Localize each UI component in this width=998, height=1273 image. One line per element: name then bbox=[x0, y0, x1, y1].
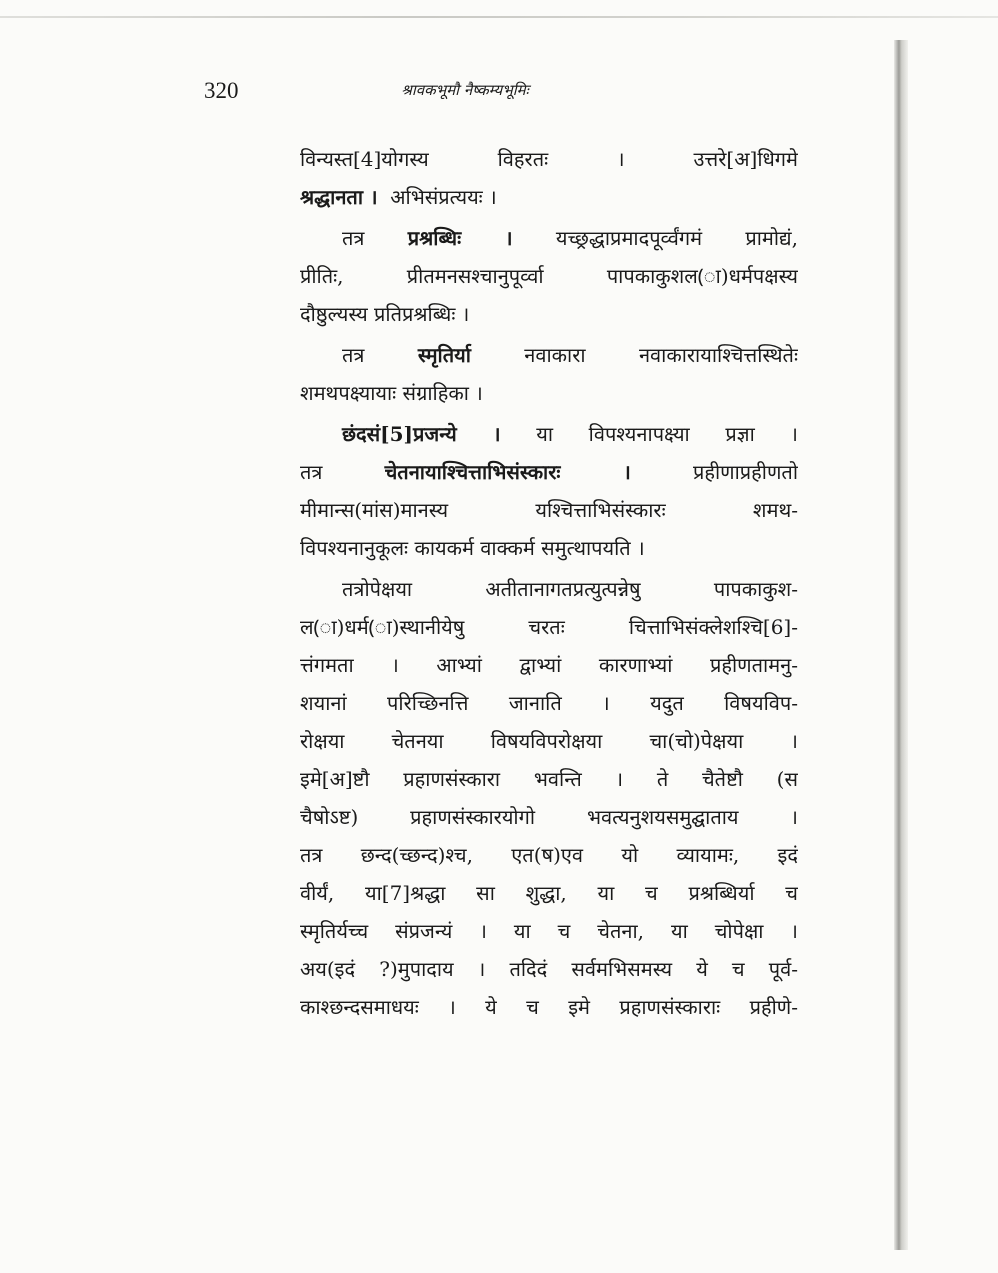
page-number: 320 bbox=[204, 78, 239, 103]
bold-term: चेतनायाश्चित्ताभिसंस्कारः । bbox=[384, 460, 631, 484]
text-line: स्मृतिर्यच्च संप्रजन्यं । या च चेतना, या चोपेक्षा । bbox=[300, 919, 798, 943]
bold-term: श्रद्धानता । bbox=[300, 185, 378, 209]
text-line: दौष्ठुल्यस्य प्रतिप्रश्रब्धिः । bbox=[300, 302, 470, 326]
paragraph bbox=[300, 140, 798, 216]
bold-term: छंदसं[5]प्रजन्ये । bbox=[342, 422, 501, 446]
text-line: तत्र छन्द(च्छन्द)श्च, एत(ष)एव यो व्यायामः, इदं bbox=[300, 843, 798, 867]
text-line: रोक्षया चेतनया विषयविपरोक्षया चा(चो)पेक्षया । bbox=[300, 729, 798, 753]
text-line: तत्र स्मृतिर्या नवाकारा नवाकारायाश्चित्तस्थितेः bbox=[342, 343, 798, 367]
text-line: मीमान्स(मांस)मानस्य यश्चित्ताभिसंस्कारः शमथ- bbox=[300, 498, 798, 522]
text-line: शमथपक्ष्यायाः संग्राहिका । bbox=[300, 381, 483, 405]
text-line: काश्छन्दसमाधयः । ये च इमे प्रहाणसंस्काराः प्रहीणे- bbox=[300, 995, 798, 1019]
running-head: श्रावकभूमौ नैष्कम्यभूमिः bbox=[401, 81, 529, 99]
paragraph bbox=[300, 570, 798, 1026]
paragraph bbox=[300, 219, 798, 333]
text-line: विपश्यनानुकूलः कायकर्म वाक्कर्म समुत्थापयति । bbox=[300, 536, 645, 560]
text-line: इमे[अ]ष्टौ प्रहाणसंस्कारा भवन्ति । ते चैतेष्टौ (स bbox=[300, 767, 798, 791]
text-line: तत्र प्रश्रब्धिः । यच्छ्रद्धाप्रमादपूर्व्वंगमं प्रामोद्यं, bbox=[342, 226, 798, 250]
text-line: त्तंगमता । आभ्यां द्वाभ्यां कारणाभ्यां प्रहीणतामनु- bbox=[300, 653, 798, 677]
text-line: शयानां परिच्छिनत्ति जानाति । यदुत विषयविप- bbox=[300, 691, 798, 715]
text-line: छंदसं[5]प्रजन्ये । या विपश्यनापक्ष्या प्रज्ञा । bbox=[342, 422, 798, 446]
text-line: विन्यस्त[4]योगस्य विहरतः । उत्तरे[अ]धिगमे bbox=[300, 147, 798, 171]
bold-term: स्मृतिर्या bbox=[417, 343, 471, 367]
text-line: अय(इदं ?)मुपादाय । तदिदं सर्वमभिसमस्य ये च पूर्व- bbox=[300, 957, 798, 981]
paragraph bbox=[300, 336, 798, 412]
body-text bbox=[300, 140, 798, 1026]
text-line: वीर्यं, या[7]श्रद्धा सा शुद्धा, या च प्रश्रब्धिर्या च bbox=[300, 881, 798, 905]
bold-term: प्रश्रब्धिः । bbox=[407, 226, 513, 250]
book-spine-shadow bbox=[894, 40, 908, 1250]
text-line: तत्रोपेक्षया अतीतानागतप्रत्युत्पन्नेषु पापकाकुश- bbox=[342, 577, 798, 601]
page-top-edge bbox=[0, 16, 998, 18]
text-line: चैषोऽष्ट) प्रहाणसंस्कारयोगो भवत्यनुशयसमुद्घाताय । bbox=[300, 805, 798, 829]
text-line: प्रीतिः, प्रीतमनसश्चानुपूर्व्वा पापकाकुशल(ा)धर्मपक्षस्य bbox=[300, 264, 798, 288]
text-line: श्रद्धानता । अभिसंप्रत्ययः । bbox=[300, 185, 497, 209]
paragraph bbox=[300, 415, 798, 567]
text-line: ल(ा)धर्म(ा)स्थानीयेषु चरतः चित्ताभिसंक्लेशश्चि[6]- bbox=[300, 615, 798, 639]
text-line: तत्र चेतनायाश्चित्ताभिसंस्कारः । प्रहीणाप्रहीणतो bbox=[300, 460, 798, 484]
